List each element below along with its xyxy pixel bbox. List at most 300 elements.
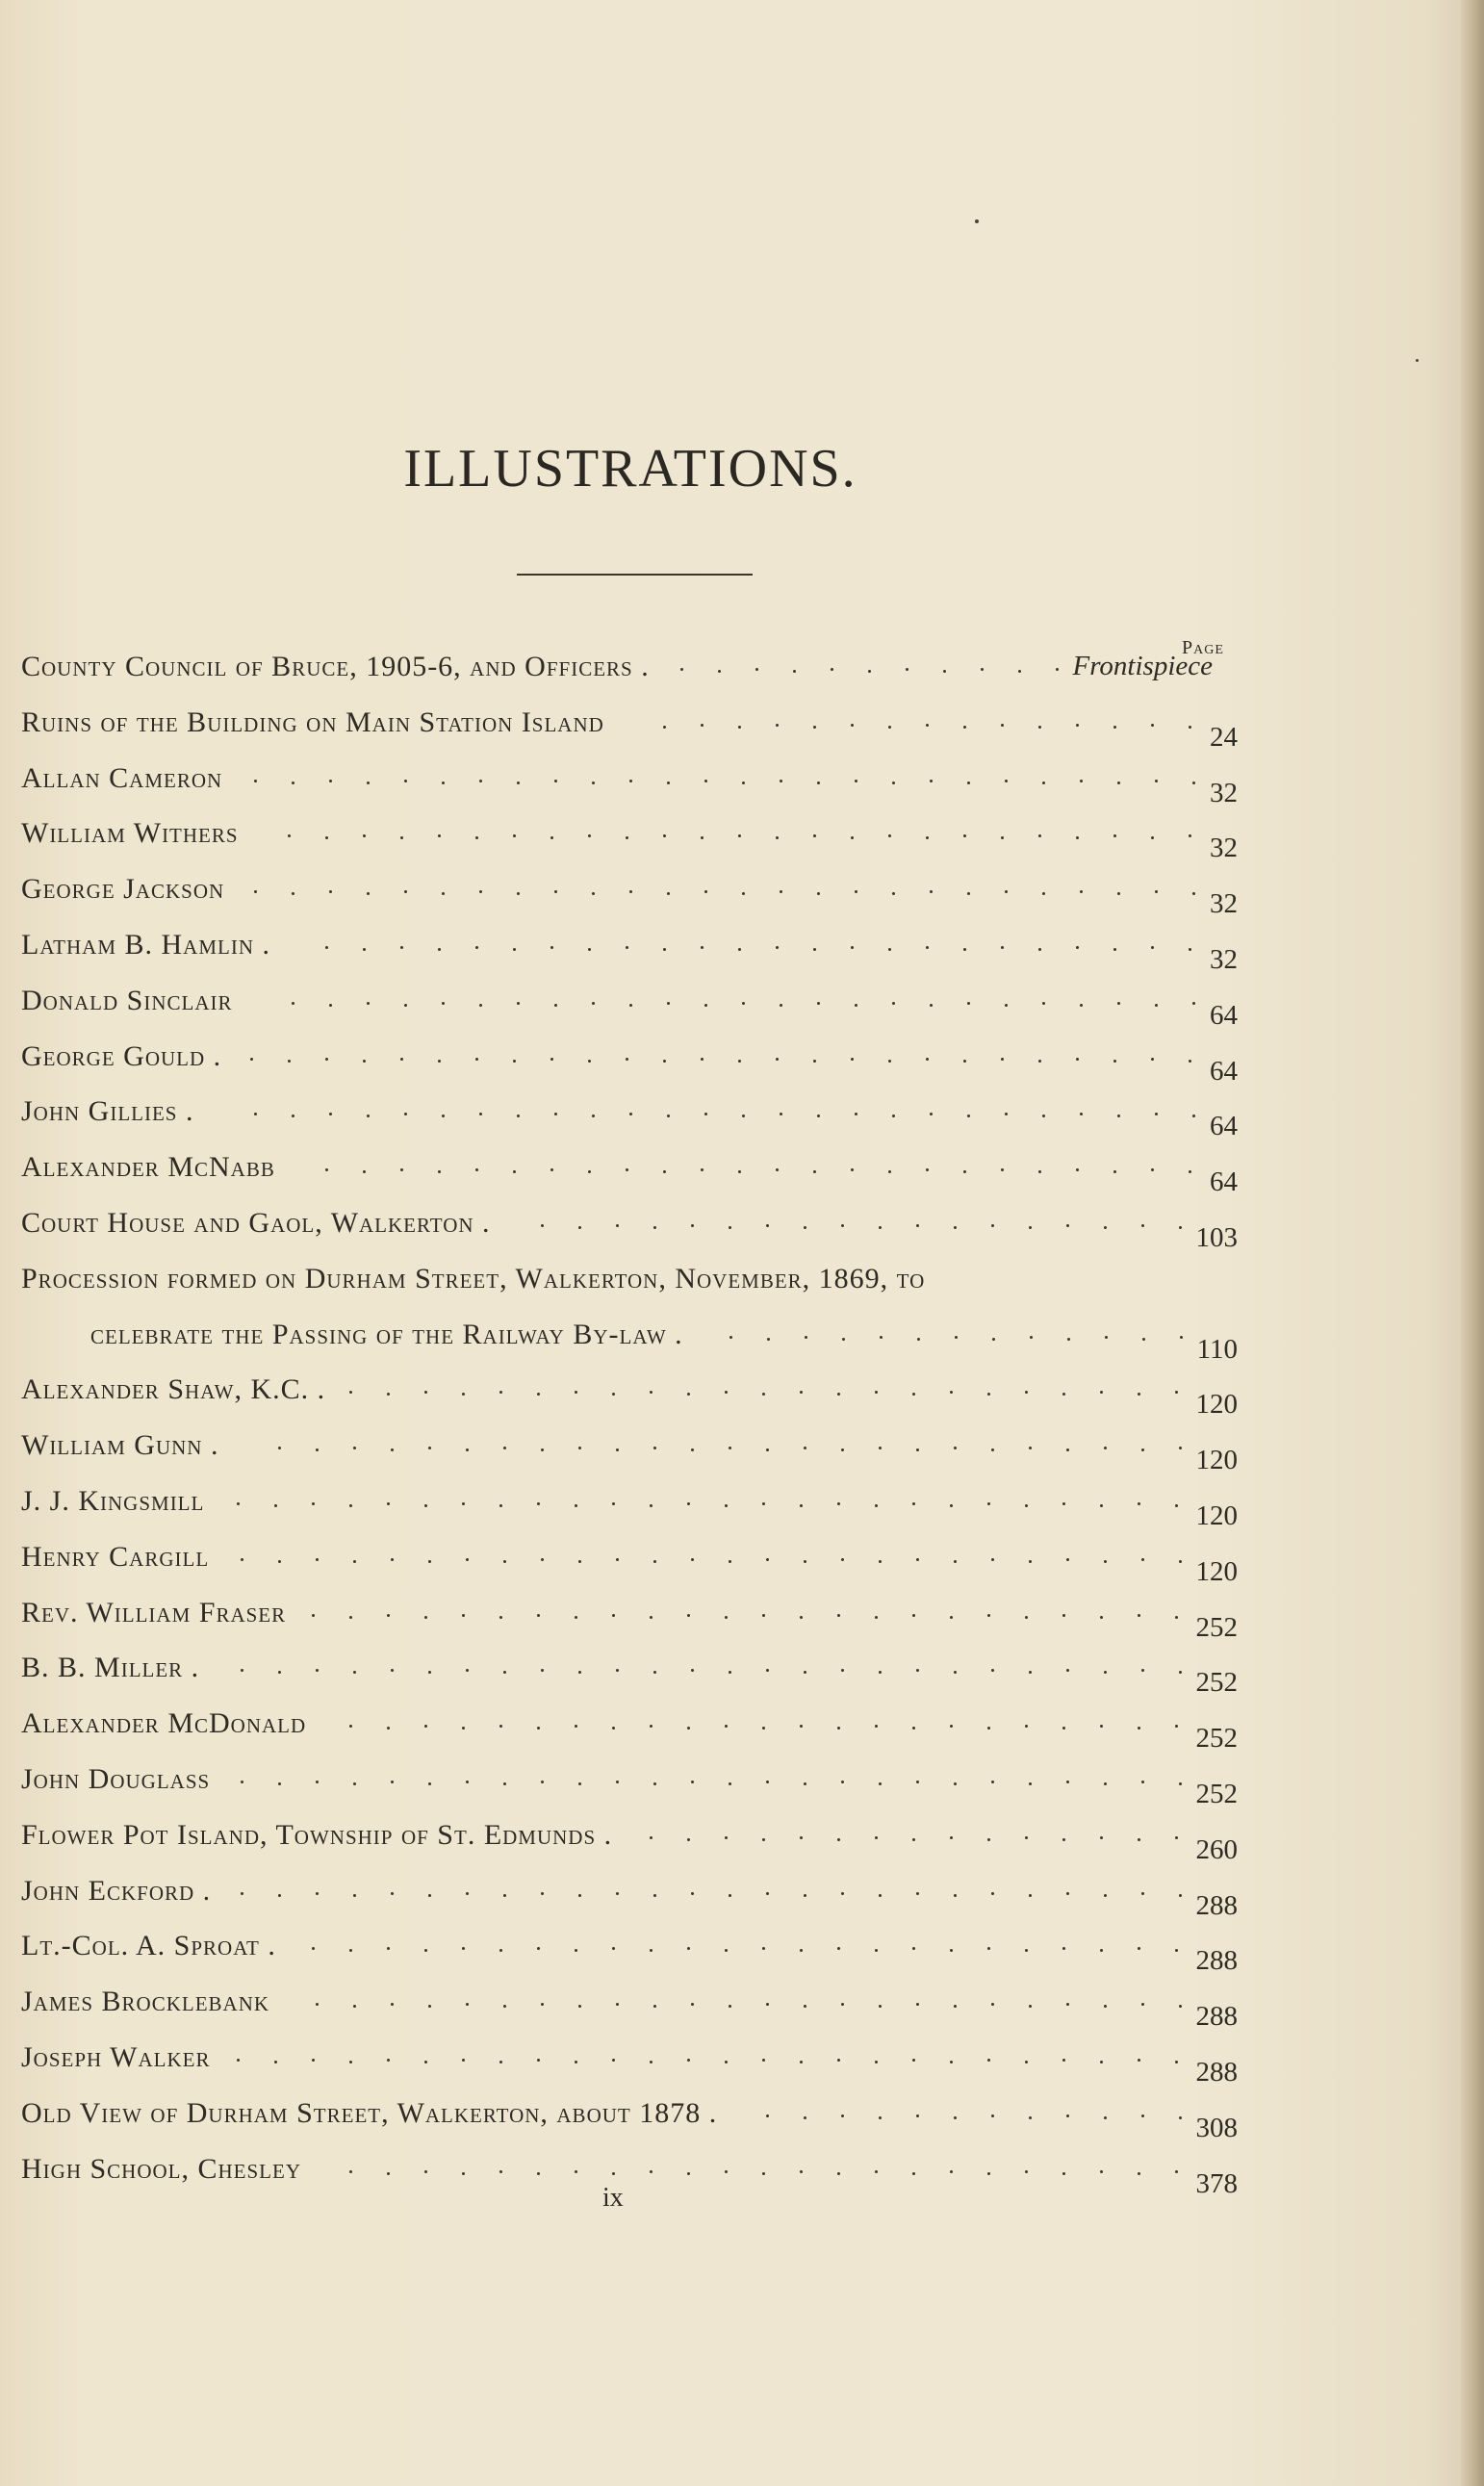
leader-dot bbox=[479, 1113, 482, 1115]
leader-dot bbox=[776, 836, 779, 839]
leader-dot bbox=[578, 1226, 581, 1229]
leader-dot bbox=[1066, 1669, 1069, 1672]
leader-dot bbox=[991, 2003, 994, 2006]
leader-dot bbox=[612, 1393, 615, 1396]
leader-dot bbox=[855, 890, 857, 893]
leader-dot bbox=[316, 1781, 319, 1783]
leader-dot bbox=[575, 2170, 577, 2173]
dot-leader bbox=[309, 1606, 1179, 1635]
leader-dot bbox=[729, 1894, 731, 1897]
leader-dot bbox=[725, 1949, 728, 1952]
dot-leader bbox=[245, 772, 1192, 801]
leader-dot bbox=[687, 2059, 690, 2062]
leader-dot bbox=[912, 2172, 915, 2175]
list-item bbox=[21, 1143, 1263, 1199]
leader-dot bbox=[404, 1004, 407, 1007]
leader-dot bbox=[462, 1614, 465, 1617]
illustration-title: John Eckford . bbox=[21, 1874, 212, 1907]
leader-dot bbox=[541, 1448, 544, 1451]
page-number: 110 bbox=[1196, 1333, 1238, 1365]
list-item bbox=[21, 977, 1263, 1033]
list-item bbox=[21, 1589, 1263, 1645]
leader-dot bbox=[888, 948, 891, 951]
list-item bbox=[21, 2145, 1263, 2201]
page-number: 252 bbox=[1195, 1778, 1238, 1809]
dot-leader bbox=[348, 1383, 1179, 1412]
leader-dot bbox=[766, 1892, 769, 1895]
page-number: 64 bbox=[1210, 999, 1238, 1031]
leader-dot bbox=[687, 1727, 690, 1730]
leader-dot bbox=[288, 834, 291, 837]
leader-dot bbox=[1025, 1616, 1028, 1619]
leader-dot bbox=[1066, 1558, 1069, 1561]
leader-dot bbox=[1175, 1725, 1178, 1728]
leader-dot bbox=[292, 782, 294, 784]
leader-dot bbox=[718, 670, 721, 673]
leader-dot bbox=[663, 834, 666, 837]
leader-dot bbox=[967, 782, 970, 784]
leader-dot bbox=[517, 1002, 520, 1005]
leader-dot bbox=[329, 1113, 332, 1115]
leader-dot bbox=[926, 724, 929, 727]
leader-dot bbox=[837, 1947, 840, 1950]
leader-dot bbox=[991, 1558, 994, 1561]
leader-dot bbox=[353, 1560, 356, 1563]
leader-dot bbox=[1155, 780, 1158, 782]
leader-dot bbox=[1104, 1447, 1107, 1449]
leader-dot bbox=[1151, 1058, 1154, 1061]
leader-dot bbox=[499, 2061, 502, 2063]
leader-dot bbox=[841, 1558, 844, 1561]
leader-dot bbox=[404, 1113, 407, 1115]
leader-dot bbox=[1100, 2061, 1103, 2063]
leader-dot bbox=[875, 2061, 878, 2063]
leader-dot bbox=[1142, 1338, 1145, 1341]
leader-dot bbox=[1141, 1892, 1144, 1895]
leader-dot bbox=[776, 724, 779, 727]
leader-dot bbox=[691, 1781, 694, 1783]
leader-dot bbox=[780, 780, 782, 782]
leader-dot bbox=[663, 948, 666, 951]
leader-dot bbox=[851, 836, 854, 839]
leader-dot bbox=[1076, 946, 1079, 949]
leader-dot bbox=[475, 836, 478, 839]
leader-dot bbox=[1189, 1170, 1191, 1173]
ink-speck bbox=[1416, 359, 1419, 362]
leader-dot bbox=[653, 1560, 656, 1563]
leader-dot bbox=[813, 726, 816, 729]
list-item bbox=[21, 699, 1263, 755]
dot-leader bbox=[233, 2051, 1179, 2080]
illustration-title: William Withers bbox=[21, 817, 239, 850]
leader-dot bbox=[1001, 946, 1004, 949]
leader-dot bbox=[588, 948, 591, 951]
leader-dot bbox=[967, 1002, 970, 1005]
list-item bbox=[21, 643, 1263, 699]
leader-dot bbox=[800, 2170, 803, 2173]
leader-dot bbox=[1138, 1502, 1140, 1505]
leader-dot bbox=[517, 1115, 520, 1117]
illustration-title: Lt.-Col. A. Sproat . bbox=[21, 1930, 276, 1962]
page-column-header: Page bbox=[1182, 637, 1224, 658]
leader-dot bbox=[578, 1894, 581, 1897]
leader-dot bbox=[254, 890, 257, 893]
illustration-title: Henry Cargill bbox=[21, 1540, 210, 1573]
leader-dot bbox=[1029, 1447, 1032, 1449]
leader-dot bbox=[466, 1448, 469, 1451]
leader-dot bbox=[554, 780, 557, 782]
leader-dot bbox=[967, 1115, 970, 1117]
illustration-title: High School, Chesley bbox=[21, 2152, 302, 2185]
illustration-title: Alexander McDonald bbox=[21, 1707, 307, 1740]
leader-dot bbox=[550, 1168, 553, 1171]
leader-dot bbox=[879, 1447, 882, 1449]
leader-dot bbox=[312, 1947, 315, 1950]
leader-dot bbox=[1175, 1391, 1178, 1394]
leader-dot bbox=[428, 1447, 431, 1449]
leader-dot bbox=[916, 1781, 919, 1783]
leader-dot bbox=[1192, 1115, 1195, 1117]
page-number: 120 bbox=[1195, 1555, 1238, 1587]
leader-dot bbox=[1025, 1949, 1028, 1952]
list-item bbox=[21, 1366, 1263, 1422]
leader-dot bbox=[888, 1060, 891, 1063]
leader-dot bbox=[466, 1669, 469, 1672]
leader-dot bbox=[499, 1725, 502, 1728]
leader-dot bbox=[766, 2003, 769, 2006]
leader-dot bbox=[537, 2172, 540, 2175]
leader-dot bbox=[575, 1391, 577, 1394]
leader-dot bbox=[588, 1060, 591, 1063]
leader-dot bbox=[912, 1947, 915, 1950]
leader-dot bbox=[1175, 1836, 1178, 1839]
leader-dot bbox=[438, 1170, 441, 1173]
illustration-title: Procession formed on Durham Street, Walkerton, November, 1869, to bbox=[21, 1262, 926, 1294]
leader-dot bbox=[1029, 1671, 1032, 1674]
leader-dot bbox=[800, 1391, 803, 1394]
leader-dot bbox=[541, 2003, 544, 2006]
leader-dot bbox=[554, 1113, 557, 1115]
leader-dot bbox=[916, 1448, 919, 1451]
dot-leader bbox=[262, 827, 1192, 856]
leader-dot bbox=[1151, 724, 1154, 727]
leader-dot bbox=[963, 1170, 966, 1173]
leader-dot bbox=[1062, 1838, 1065, 1841]
leader-dot bbox=[841, 1892, 844, 1895]
list-item bbox=[21, 809, 1263, 865]
leader-dot bbox=[241, 1558, 243, 1561]
leader-dot bbox=[955, 1336, 958, 1339]
leader-dot bbox=[353, 1894, 356, 1897]
leader-dot bbox=[1189, 726, 1191, 729]
leader-dot bbox=[991, 1781, 994, 1783]
leader-dot bbox=[499, 1504, 502, 1507]
leader-dot bbox=[729, 1671, 731, 1674]
page-number: 24 bbox=[1210, 721, 1238, 753]
leader-dot bbox=[967, 892, 970, 895]
leader-dot bbox=[1117, 1002, 1120, 1005]
leader-dot bbox=[329, 1004, 332, 1007]
leader-dot bbox=[1001, 724, 1004, 727]
dot-leader bbox=[299, 1939, 1179, 1968]
leader-dot bbox=[1066, 2114, 1069, 2117]
leader-dot bbox=[704, 1113, 707, 1115]
leader-dot bbox=[363, 834, 366, 837]
leader-dot bbox=[241, 1669, 243, 1672]
leader-dot bbox=[428, 2005, 431, 2008]
leader-dot bbox=[879, 1560, 882, 1563]
leader-dot bbox=[879, 2116, 882, 2119]
leader-dot bbox=[1113, 834, 1116, 837]
leader-dot bbox=[762, 1393, 765, 1396]
leader-dot bbox=[879, 1226, 882, 1229]
leader-dot bbox=[725, 2170, 728, 2173]
leader-dot bbox=[875, 1725, 878, 1728]
leader-dot bbox=[776, 946, 779, 949]
leader-dot bbox=[1113, 1170, 1116, 1173]
leader-dot bbox=[1062, 1614, 1065, 1617]
illustration-title: B. B. Miller . bbox=[21, 1652, 200, 1684]
leader-dot bbox=[237, 2059, 240, 2062]
leader-dot bbox=[851, 946, 854, 949]
leader-dot bbox=[855, 780, 857, 782]
leader-dot bbox=[616, 1224, 619, 1227]
leader-dot bbox=[462, 2172, 465, 2175]
leader-dot bbox=[1066, 1224, 1069, 1227]
leader-dot bbox=[912, 1614, 915, 1617]
leader-dot bbox=[424, 1616, 427, 1619]
leader-dot bbox=[851, 724, 854, 727]
leader-dot bbox=[1113, 726, 1116, 729]
list-item bbox=[21, 1533, 1263, 1589]
leader-dot bbox=[1189, 834, 1191, 837]
page-number: 288 bbox=[1195, 1945, 1238, 1977]
dot-leader bbox=[232, 1551, 1179, 1579]
leader-dot bbox=[1066, 1448, 1069, 1451]
leader-dot bbox=[1076, 1058, 1079, 1061]
leader-dot bbox=[513, 1170, 516, 1173]
leader-dot bbox=[804, 1447, 806, 1449]
list-item bbox=[21, 1477, 1263, 1533]
leader-dot bbox=[987, 1393, 990, 1396]
leader-dot bbox=[616, 1669, 619, 1672]
leader-dot bbox=[879, 1671, 882, 1674]
leader-dot bbox=[537, 1614, 540, 1617]
leader-dot bbox=[691, 2003, 694, 2006]
leader-dot bbox=[541, 1892, 544, 1895]
page-number: 252 bbox=[1195, 1723, 1238, 1755]
leader-dot bbox=[991, 1224, 994, 1227]
leader-dot bbox=[780, 1004, 782, 1007]
dot-leader bbox=[256, 994, 1192, 1023]
page-folio: ix bbox=[602, 2183, 624, 2213]
leader-dot bbox=[738, 726, 741, 729]
leader-dot bbox=[391, 1781, 394, 1783]
leader-dot bbox=[462, 1502, 465, 1505]
leader-dot bbox=[391, 1558, 394, 1561]
leader-dot bbox=[1151, 1168, 1154, 1171]
leader-dot bbox=[541, 1781, 544, 1783]
leader-dot bbox=[1080, 1004, 1083, 1007]
leader-dot bbox=[1066, 1892, 1069, 1895]
leader-dot bbox=[391, 1448, 394, 1451]
list-item bbox=[21, 1311, 1263, 1367]
leader-dot bbox=[663, 1060, 666, 1063]
leader-dot bbox=[831, 668, 833, 671]
leader-dot bbox=[1076, 836, 1079, 839]
leader-dot bbox=[353, 1447, 356, 1449]
leader-dot bbox=[616, 1892, 619, 1895]
leader-dot bbox=[241, 1781, 243, 1783]
leader-dot bbox=[349, 1391, 352, 1394]
leader-dot bbox=[875, 1616, 878, 1619]
leader-dot bbox=[387, 1947, 390, 1950]
leader-dot bbox=[930, 890, 933, 893]
leader-dot bbox=[1001, 1058, 1004, 1061]
leader-dot bbox=[725, 1391, 728, 1394]
leader-dot bbox=[575, 1725, 577, 1728]
leader-dot bbox=[1138, 1393, 1140, 1396]
leader-dot bbox=[762, 1502, 765, 1505]
leader-dot bbox=[1001, 836, 1004, 839]
leader-dot bbox=[387, 1727, 390, 1730]
leader-dot bbox=[537, 1393, 540, 1396]
leader-dot bbox=[1005, 1004, 1008, 1007]
illustration-title: Old View of Durham Street, Walkerton, about 1878 . bbox=[21, 2096, 718, 2129]
leader-dot bbox=[888, 834, 891, 837]
page-number: 64 bbox=[1210, 1055, 1238, 1087]
leader-dot bbox=[926, 946, 929, 949]
leader-dot bbox=[991, 1892, 994, 1895]
leader-dot bbox=[629, 1004, 632, 1007]
leader-dot bbox=[650, 1836, 652, 1839]
leader-dot bbox=[462, 1947, 465, 1950]
leader-dot bbox=[1117, 892, 1120, 895]
leader-dot bbox=[742, 782, 745, 784]
page-number: 252 bbox=[1195, 1611, 1238, 1643]
list-item bbox=[21, 2089, 1263, 2145]
leader-dot bbox=[1100, 1504, 1103, 1507]
leader-dot bbox=[466, 1558, 469, 1561]
leader-dot bbox=[687, 1614, 690, 1617]
list-item bbox=[21, 755, 1263, 810]
leader-dot bbox=[704, 780, 707, 782]
ink-speck bbox=[975, 219, 979, 223]
leader-dot bbox=[1029, 1226, 1032, 1229]
illustration-title: John Douglass bbox=[21, 1762, 211, 1795]
leader-dot bbox=[780, 890, 782, 893]
leader-dot bbox=[954, 1894, 957, 1897]
leader-dot bbox=[1062, 1393, 1065, 1396]
leader-dot bbox=[653, 1226, 656, 1229]
leader-dot bbox=[1151, 946, 1154, 949]
leader-dot bbox=[1066, 1781, 1069, 1783]
leader-dot bbox=[1179, 1226, 1182, 1229]
list-item bbox=[21, 1811, 1263, 1867]
illustration-title: Latham B. Hamlin . bbox=[21, 928, 270, 961]
leader-dot bbox=[817, 1115, 820, 1117]
leader-dot bbox=[612, 2172, 615, 2175]
leader-dot bbox=[800, 1725, 803, 1728]
leader-dot bbox=[1179, 2116, 1182, 2119]
leader-dot bbox=[438, 834, 441, 837]
leader-dot bbox=[400, 946, 403, 949]
leader-dot bbox=[442, 1115, 445, 1117]
leader-dot bbox=[1104, 2005, 1107, 2008]
leader-dot bbox=[1179, 1894, 1182, 1897]
leader-dot bbox=[1138, 1614, 1140, 1617]
leader-dot bbox=[1005, 780, 1008, 782]
leader-dot bbox=[1179, 2005, 1182, 2008]
leader-dot bbox=[954, 1782, 957, 1785]
illustration-title: Ruins of the Building on Main Station Island bbox=[21, 705, 604, 738]
leader-dot bbox=[729, 1447, 731, 1449]
list-item bbox=[21, 1867, 1263, 1923]
leader-dot bbox=[954, 1560, 957, 1563]
leader-dot bbox=[424, 1949, 427, 1952]
leader-dot bbox=[592, 1115, 595, 1117]
leader-dot bbox=[687, 1947, 690, 1950]
leader-dot bbox=[1192, 1002, 1195, 1005]
leader-dot bbox=[503, 1671, 506, 1674]
leader-dot bbox=[554, 1004, 557, 1007]
leader-dot bbox=[1179, 1671, 1182, 1674]
leader-dot bbox=[841, 1781, 844, 1783]
page-number: 260 bbox=[1195, 1833, 1238, 1865]
leader-dot bbox=[1080, 780, 1083, 782]
leader-dot bbox=[687, 2172, 690, 2175]
leader-dot bbox=[424, 1725, 427, 1728]
dot-leader bbox=[227, 1495, 1179, 1524]
illustration-title: James Brocklebank bbox=[21, 1986, 270, 2018]
leader-dot bbox=[629, 1113, 632, 1115]
leader-dot bbox=[875, 1504, 878, 1507]
leader-dot bbox=[1025, 1725, 1028, 1728]
dot-leader bbox=[242, 1439, 1179, 1468]
leader-dot bbox=[766, 1448, 769, 1451]
leader-dot bbox=[387, 2172, 390, 2175]
leader-dot bbox=[1038, 1060, 1041, 1063]
leader-dot bbox=[1104, 1894, 1107, 1897]
leader-dot bbox=[329, 890, 332, 893]
leader-dot bbox=[813, 1170, 816, 1173]
leader-dot bbox=[312, 2059, 315, 2062]
leader-dot bbox=[442, 782, 445, 784]
leader-dot bbox=[466, 1781, 469, 1783]
leader-dot bbox=[687, 1502, 690, 1505]
leader-dot bbox=[442, 1002, 445, 1005]
leader-dot bbox=[1062, 1502, 1065, 1505]
leader-dot bbox=[550, 1058, 553, 1061]
leader-dot bbox=[912, 1838, 915, 1841]
title-rule bbox=[517, 574, 753, 576]
list-item bbox=[21, 1422, 1263, 1477]
leader-dot bbox=[837, 1502, 840, 1505]
leader-dot bbox=[755, 668, 758, 671]
leader-dot bbox=[926, 1168, 929, 1171]
leader-dot bbox=[1141, 2114, 1144, 2117]
leader-dot bbox=[404, 780, 407, 782]
leader-dot bbox=[387, 1393, 390, 1396]
leader-dot bbox=[991, 1669, 994, 1672]
leader-dot bbox=[578, 1782, 581, 1785]
leader-dot bbox=[616, 1558, 619, 1561]
illustration-title: John Gillies . bbox=[21, 1095, 194, 1128]
dot-leader bbox=[293, 1995, 1179, 2024]
leader-dot bbox=[466, 2003, 469, 2006]
list-item bbox=[21, 1700, 1263, 1756]
leader-dot bbox=[650, 1391, 652, 1394]
